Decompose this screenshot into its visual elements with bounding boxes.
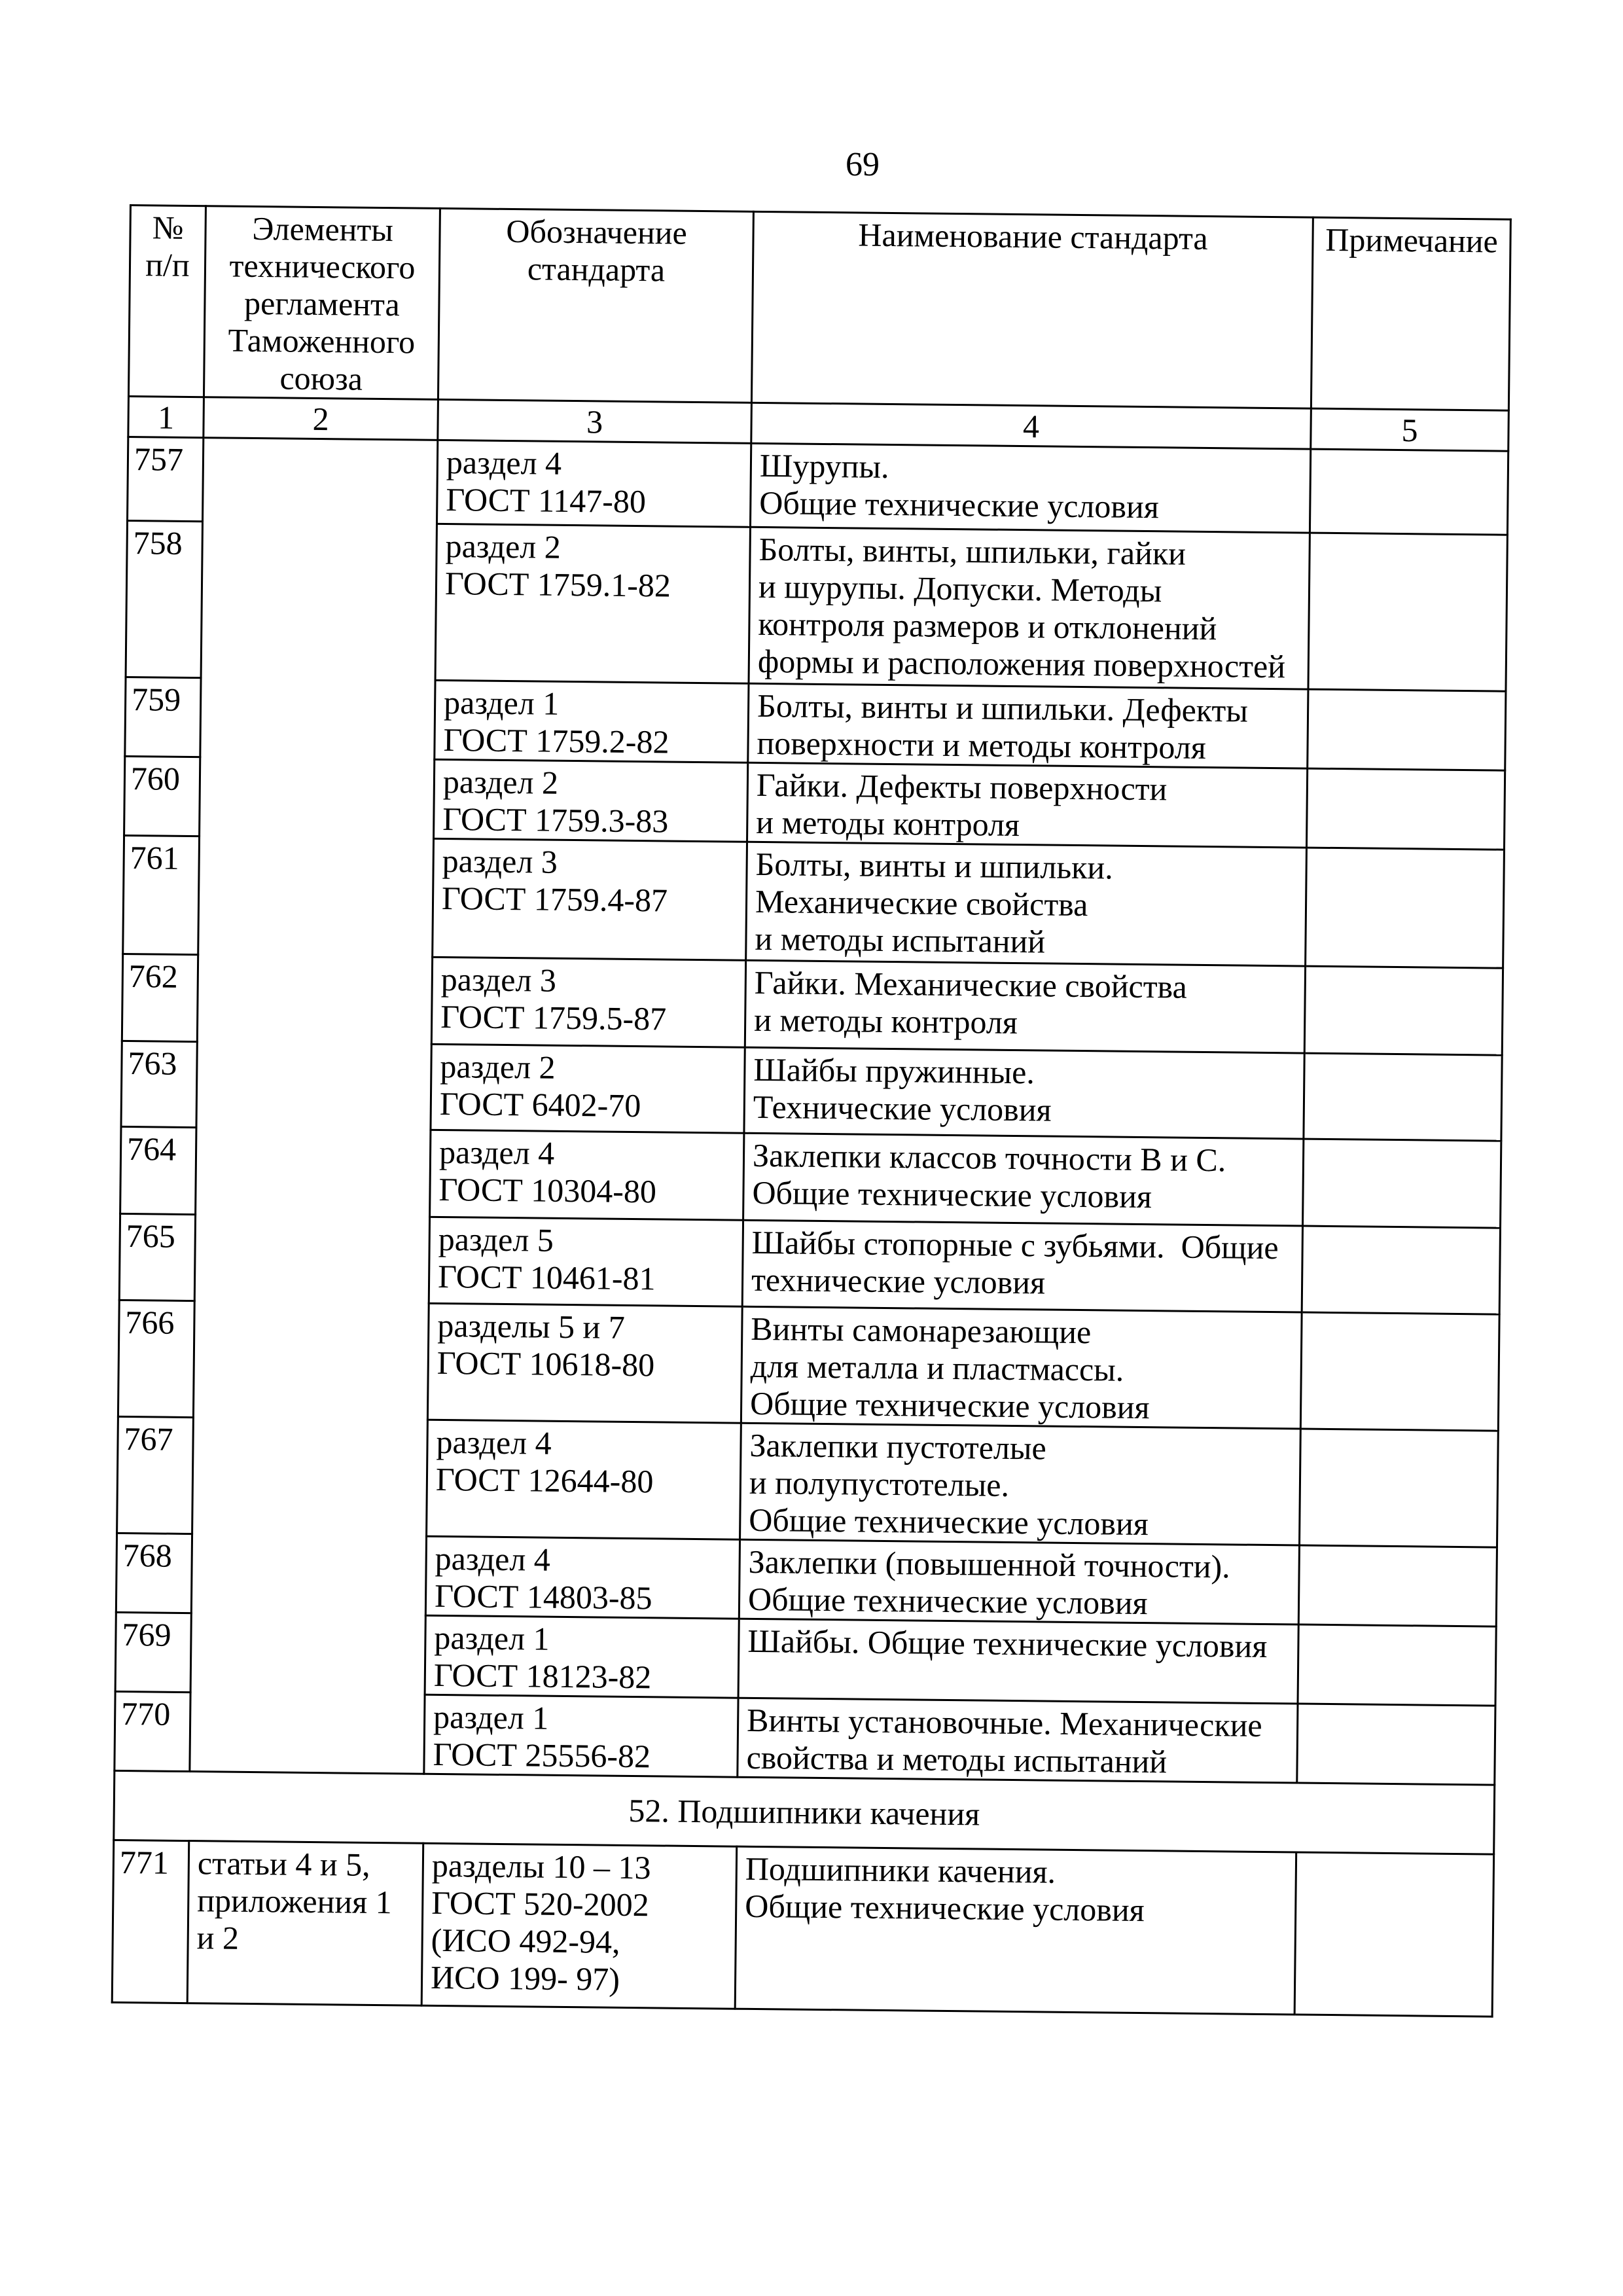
name-line: Общие технические условия [749, 1384, 1150, 1426]
page-number: 69 [846, 146, 880, 183]
designation-section: раздел 4 [446, 444, 562, 482]
row-number: 771 [112, 1840, 189, 2003]
element-line: и 2 [196, 1919, 240, 1956]
column-number: 2 [204, 397, 438, 440]
row-number: 769 [115, 1612, 191, 1692]
row-number: 760 [124, 756, 200, 836]
note-cell [1304, 1053, 1502, 1141]
standard-designation [425, 1615, 739, 1698]
header-standard-name [751, 211, 1313, 408]
row-number: 765 [119, 1213, 195, 1300]
name-line: и шурупы. Допуски. Методы [758, 567, 1162, 609]
note-cell [1308, 533, 1507, 691]
designation-gost: ГОСТ 1759.1-82 [444, 564, 671, 604]
name-line: и методы испытаний [755, 920, 1046, 960]
table-row [112, 1840, 1493, 2017]
standard-name [750, 443, 1310, 533]
row-number: 764 [120, 1126, 196, 1214]
name-line: Винты самонарезающие [751, 1310, 1092, 1351]
standard-designation [424, 1695, 738, 1777]
designation-gost: ГОСТ 10304-80 [438, 1170, 657, 1210]
row-number: 770 [115, 1691, 190, 1771]
standard-designation [437, 440, 751, 527]
column-number: 1 [128, 396, 204, 437]
designation-section: раздел 4 [438, 1133, 555, 1172]
header-designation [438, 208, 753, 403]
standard-designation [427, 1303, 742, 1423]
regulation-elements [187, 1841, 423, 2006]
standard-designation [433, 838, 747, 960]
row-number: 768 [116, 1533, 192, 1613]
header-text: Примечание [1325, 221, 1499, 260]
note-cell [1294, 1852, 1494, 2017]
name-line: Шурупы. [759, 446, 889, 485]
name-line: Болты, винты и шпильки. [755, 845, 1114, 886]
standard-name [741, 1306, 1302, 1429]
standard-name [749, 527, 1310, 689]
note-cell [1303, 1139, 1501, 1228]
designation-gost: ГОСТ 12644-80 [435, 1460, 654, 1500]
name-line: Общие технические условия [744, 1887, 1145, 1929]
note-cell [1299, 1429, 1498, 1547]
standard-designation [427, 1420, 741, 1539]
element-line: приложения 1 [197, 1882, 392, 1921]
note-cell [1300, 1312, 1499, 1431]
standard-name [743, 1133, 1304, 1226]
designation-section: раздел 1 [433, 1698, 549, 1736]
designation-gost: ГОСТ 1759.5-87 [440, 997, 667, 1037]
regulation-elements-merged [190, 438, 438, 1774]
header-text: технического [229, 247, 416, 286]
standard-name [739, 1539, 1299, 1624]
name-line: Подшипники качения. [745, 1850, 1056, 1890]
name-line: Шайбы стопорные с зубьями. Общие [751, 1223, 1279, 1266]
name-line: технические условия [751, 1261, 1046, 1301]
designation-gost: ГОСТ 1147-80 [446, 481, 647, 520]
designation-section: раздел 1 [434, 1619, 550, 1657]
header-text: Обозначение [506, 212, 688, 251]
name-line: Гайки. Дефекты поверхности [756, 766, 1168, 808]
column-number: 4 [751, 403, 1311, 449]
standard-designation [425, 1536, 740, 1619]
column-number: 3 [438, 399, 752, 443]
header-text: Наименование стандарта [858, 216, 1208, 257]
standard-name [744, 1047, 1304, 1139]
name-line: для металла и пластмассы. [750, 1347, 1124, 1388]
standard-designation [421, 1843, 737, 2009]
standards-table-container [111, 204, 1510, 2018]
element-line: статьи 4 и 5, [197, 1844, 370, 1883]
header-text: союза [279, 359, 363, 397]
designation-section: разделы 5 и 7 [437, 1306, 626, 1346]
name-line: формы и расположения поверхностей [757, 642, 1286, 685]
standard-designation [435, 680, 749, 762]
name-line: Заклепки (повышенной точности). [748, 1543, 1231, 1585]
header-text: стандарта [527, 250, 666, 289]
name-line: свойства и методы испытаний [746, 1738, 1168, 1780]
designation-gost: ГОСТ 14803-85 [434, 1577, 652, 1617]
name-line: контроля размеров и отклонений [758, 605, 1217, 647]
name-line: и методы контроля [756, 803, 1020, 844]
note-cell [1302, 1226, 1500, 1314]
designation-section: раздел 4 [435, 1539, 551, 1578]
row-number: 763 [121, 1041, 197, 1127]
designation-gost: ГОСТ 6402-70 [439, 1085, 641, 1124]
designation-gost: ГОСТ 1759.4-87 [441, 879, 668, 919]
standard-name [740, 1423, 1301, 1545]
designation-gost: ГОСТ 1759.3-83 [442, 800, 669, 840]
header-text: п/п [145, 246, 190, 283]
standard-name [738, 1698, 1298, 1783]
row-number: 762 [122, 954, 198, 1041]
name-line: Механические свойства [755, 882, 1088, 924]
standard-designation [429, 1217, 743, 1306]
designation-section: раздел 2 [442, 762, 559, 801]
designation-gost: ГОСТ 10461-81 [437, 1257, 656, 1297]
note-cell [1298, 1624, 1496, 1706]
designation-section: раздел 2 [440, 1047, 556, 1086]
designation-section: раздел 4 [436, 1423, 552, 1462]
row-number: 761 [123, 835, 200, 954]
note-cell [1304, 966, 1503, 1055]
table-header-row [128, 206, 1510, 411]
designation-section: разделы 10 – 13 [431, 1846, 651, 1886]
name-line: Общие технические условия [759, 484, 1160, 526]
row-number: 767 [117, 1416, 194, 1534]
standard-name [742, 1220, 1302, 1312]
standard-designation [431, 957, 745, 1047]
note-cell [1306, 848, 1505, 968]
standard-name [747, 762, 1308, 848]
designation-section: раздел 2 [445, 527, 562, 565]
designation-gost: ГОСТ 25556-82 [433, 1735, 651, 1775]
header-text: Элементы [252, 209, 394, 249]
name-line: и полупустотелые. [749, 1463, 1010, 1503]
header-number [128, 206, 205, 397]
name-line: Общие технические условия [752, 1174, 1152, 1215]
standard-designation [431, 1044, 745, 1133]
standard-name [746, 842, 1307, 966]
name-line: Шайбы. Общие технические условия [747, 1622, 1268, 1665]
note-cell [1306, 768, 1505, 850]
note-cell [1310, 449, 1508, 535]
name-line: и методы контроля [753, 1001, 1018, 1041]
row-number: 757 [128, 437, 204, 521]
name-line: поверхности и методы контроля [757, 724, 1207, 766]
note-cell [1308, 689, 1506, 770]
header-text: Таможенного [228, 321, 416, 361]
name-line: Технические условия [753, 1088, 1052, 1128]
designation-iso: (ИСО 492-94, [431, 1921, 620, 1960]
standard-designation [430, 1130, 744, 1220]
standard-name [738, 1619, 1298, 1704]
name-line: Заклепки классов точности В и С. [752, 1136, 1226, 1179]
designation-gost: ГОСТ 520-2002 [431, 1884, 649, 1924]
standard-name [748, 683, 1308, 768]
designation-section: раздел 1 [443, 683, 560, 722]
row-number: 759 [125, 677, 201, 757]
designation-gost: ГОСТ 10618-80 [437, 1344, 655, 1384]
standard-designation [434, 759, 748, 842]
row-number: 766 [118, 1300, 194, 1417]
header-text: № [152, 209, 184, 246]
section-title: 52. Подшипники качения [114, 1770, 1495, 1854]
note-cell [1297, 1704, 1495, 1785]
name-line: Болты, винты, шпильки, гайки [758, 530, 1186, 572]
standard-name [745, 960, 1305, 1053]
name-line: Болты, винты и шпильки. Дефекты [757, 687, 1249, 729]
header-elements [204, 206, 440, 400]
designation-section: раздел 3 [440, 960, 557, 999]
designation-iso: ИСО 199- 97) [430, 1958, 620, 1998]
standards-table [111, 204, 1512, 2018]
name-line: Общие технические условия [749, 1501, 1149, 1543]
designation-section: раздел 3 [442, 842, 558, 880]
name-line: Заклепки пустотелые [749, 1426, 1047, 1467]
designation-gost: ГОСТ 1759.2-82 [443, 721, 669, 761]
designation-section: раздел 5 [438, 1220, 554, 1259]
column-number: 5 [1311, 408, 1509, 451]
name-line: Гайки. Механические свойства [754, 963, 1188, 1005]
standard-name [735, 1846, 1296, 2015]
name-line: Общие технические условия [747, 1580, 1148, 1622]
table-row [128, 437, 1508, 535]
header-text: регламента [243, 284, 401, 323]
standard-designation [435, 524, 750, 683]
row-number: 758 [126, 520, 202, 677]
header-note [1311, 217, 1510, 410]
note-cell [1298, 1545, 1497, 1626]
designation-gost: ГОСТ 18123-82 [433, 1656, 652, 1696]
name-line: Винты установочные. Механические [746, 1701, 1262, 1744]
name-line: Шайбы пружинные. [753, 1050, 1035, 1091]
